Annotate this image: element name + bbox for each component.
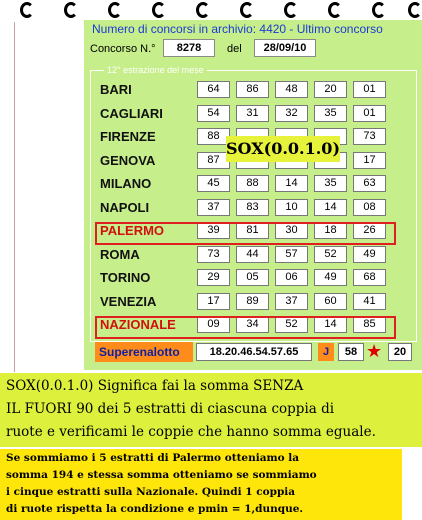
binding-ring-icon — [408, 2, 422, 18]
extracted-number: 29 — [197, 269, 230, 286]
groupbox-label: 12° estrazione del mese — [104, 65, 207, 75]
wheel-name: NAZIONALE — [100, 317, 176, 332]
wheel-name: GENOVA — [100, 152, 156, 168]
binding-ring-icon — [152, 2, 166, 18]
extracted-number: 52 — [275, 316, 308, 333]
wheel-name: BARI — [100, 82, 132, 97]
extracted-number: 87 — [197, 152, 230, 169]
extracted-number: 35 — [314, 105, 347, 122]
extracted-number: 41 — [353, 293, 386, 310]
binding-ring-icon — [20, 2, 34, 18]
extracted-number: 37 — [197, 199, 230, 216]
extracted-number: 81 — [236, 222, 269, 239]
extracted-number: 39 — [197, 222, 230, 239]
superstar-value: 20 — [388, 343, 412, 361]
extracted-number: 52 — [314, 246, 347, 263]
extracted-number: 17 — [197, 293, 230, 310]
extracted-number: 17 — [353, 152, 386, 169]
concorso-number-field[interactable]: 8278 — [163, 39, 215, 57]
example-note — [0, 449, 402, 520]
extracted-number: 89 — [236, 293, 269, 310]
extracted-number: 73 — [353, 128, 386, 145]
example-line-2: somma 194 e stessa somma otteniamo se sommiamo — [6, 469, 317, 481]
extracted-number: 34 — [236, 316, 269, 333]
extracted-number: 85 — [353, 316, 386, 333]
extracted-number: 49 — [353, 246, 386, 263]
extracted-number: 31 — [236, 105, 269, 122]
extracted-number: 09 — [197, 316, 230, 333]
binding-ring-icon — [108, 2, 122, 18]
binding-ring-icon — [64, 2, 78, 18]
extracted-number: 01 — [353, 81, 386, 98]
binding-ring-icon — [196, 2, 210, 18]
wheel-name: NAPOLI — [100, 199, 150, 215]
explanation-note — [0, 373, 422, 447]
binding-ring-icon — [372, 2, 386, 18]
binding-ring-icon — [328, 2, 342, 18]
date-field[interactable]: 28/09/10 — [254, 39, 316, 57]
extracted-number: 35 — [314, 175, 347, 192]
extracted-number: 14 — [314, 199, 347, 216]
jolly-label: J — [318, 343, 334, 361]
extracted-number: 60 — [314, 293, 347, 310]
explanation-line-1: SOX(0.0.1.0) Significa fai la somma SENZA — [6, 378, 304, 394]
extracted-number: 83 — [236, 199, 269, 216]
wheel-name: TORINO — [100, 270, 151, 285]
extracted-number: 73 — [197, 246, 230, 263]
example-line-1: Se sommiamo i 5 estratti di Palermo otteniamo la — [6, 452, 300, 464]
extracted-number: 68 — [353, 269, 386, 286]
date-label: del — [227, 43, 242, 55]
example-line-3: i cinque estratti sulla Nazionale. Quindi 1 coppia — [6, 486, 296, 498]
superenalotto-numbers: 18.20.46.54.57.65 — [196, 343, 312, 361]
extracted-number: 45 — [197, 175, 230, 192]
extracted-number: 18 — [314, 222, 347, 239]
sox-overlay-label: SOX(0.0.1.0) — [226, 136, 340, 162]
wheel-name: VENEZIA — [100, 293, 157, 309]
notebook-binding — [0, 0, 422, 22]
wheel-name: MILANO — [100, 176, 152, 191]
extracted-number: 86 — [236, 81, 269, 98]
explanation-line-2: IL FUORI 90 dei 5 estratti di ciascuna coppia di — [6, 401, 335, 417]
jolly-value: 58 — [338, 343, 364, 361]
explanation-line-3: ruote e verificami le coppie che hanno somma eguale. — [6, 424, 376, 440]
nazionale-highlight — [95, 316, 396, 339]
extracted-number: 88 — [236, 175, 269, 192]
wheel-name: FIRENZE — [100, 129, 156, 144]
example-line-4: di ruote rispetta la condizione e pmin = 1,dunque. — [6, 503, 304, 515]
wheel-name: ROMA — [100, 246, 140, 262]
wheel-name: PALERMO — [100, 223, 165, 238]
binding-ring-icon — [284, 2, 298, 18]
extracted-number: 57 — [275, 246, 308, 263]
extracted-number: 37 — [275, 293, 308, 310]
extracted-number: 14 — [314, 316, 347, 333]
extracted-number: 20 — [314, 81, 347, 98]
extracted-number: 54 — [197, 105, 230, 122]
extracted-number: 44 — [236, 246, 269, 263]
margin-line — [14, 22, 15, 372]
star-icon: ★ — [366, 341, 383, 361]
palermo-highlight — [95, 222, 396, 245]
concorso-label: Concorso N.° — [90, 43, 156, 55]
extracted-number: 30 — [275, 222, 308, 239]
extracted-number: 05 — [236, 269, 269, 286]
extracted-number: 49 — [314, 269, 347, 286]
binding-ring-icon — [240, 2, 254, 18]
extracted-number: 14 — [275, 175, 308, 192]
wheel-name: CAGLIARI — [100, 105, 163, 121]
superenalotto-label: Superenalotto — [95, 342, 193, 362]
extracted-number: 10 — [275, 199, 308, 216]
extracted-number: 48 — [275, 81, 308, 98]
extracted-number: 88 — [197, 128, 230, 145]
extracted-number: 63 — [353, 175, 386, 192]
extracted-number: 06 — [275, 269, 308, 286]
extracted-number: 01 — [353, 105, 386, 122]
extracted-number: 26 — [353, 222, 386, 239]
extracted-number: 32 — [275, 105, 308, 122]
archive-header: Numero di concorsi in archivio: 4420 - Ultimo concorso — [92, 22, 383, 36]
extracted-number: 64 — [197, 81, 230, 98]
extracted-number: 08 — [353, 199, 386, 216]
